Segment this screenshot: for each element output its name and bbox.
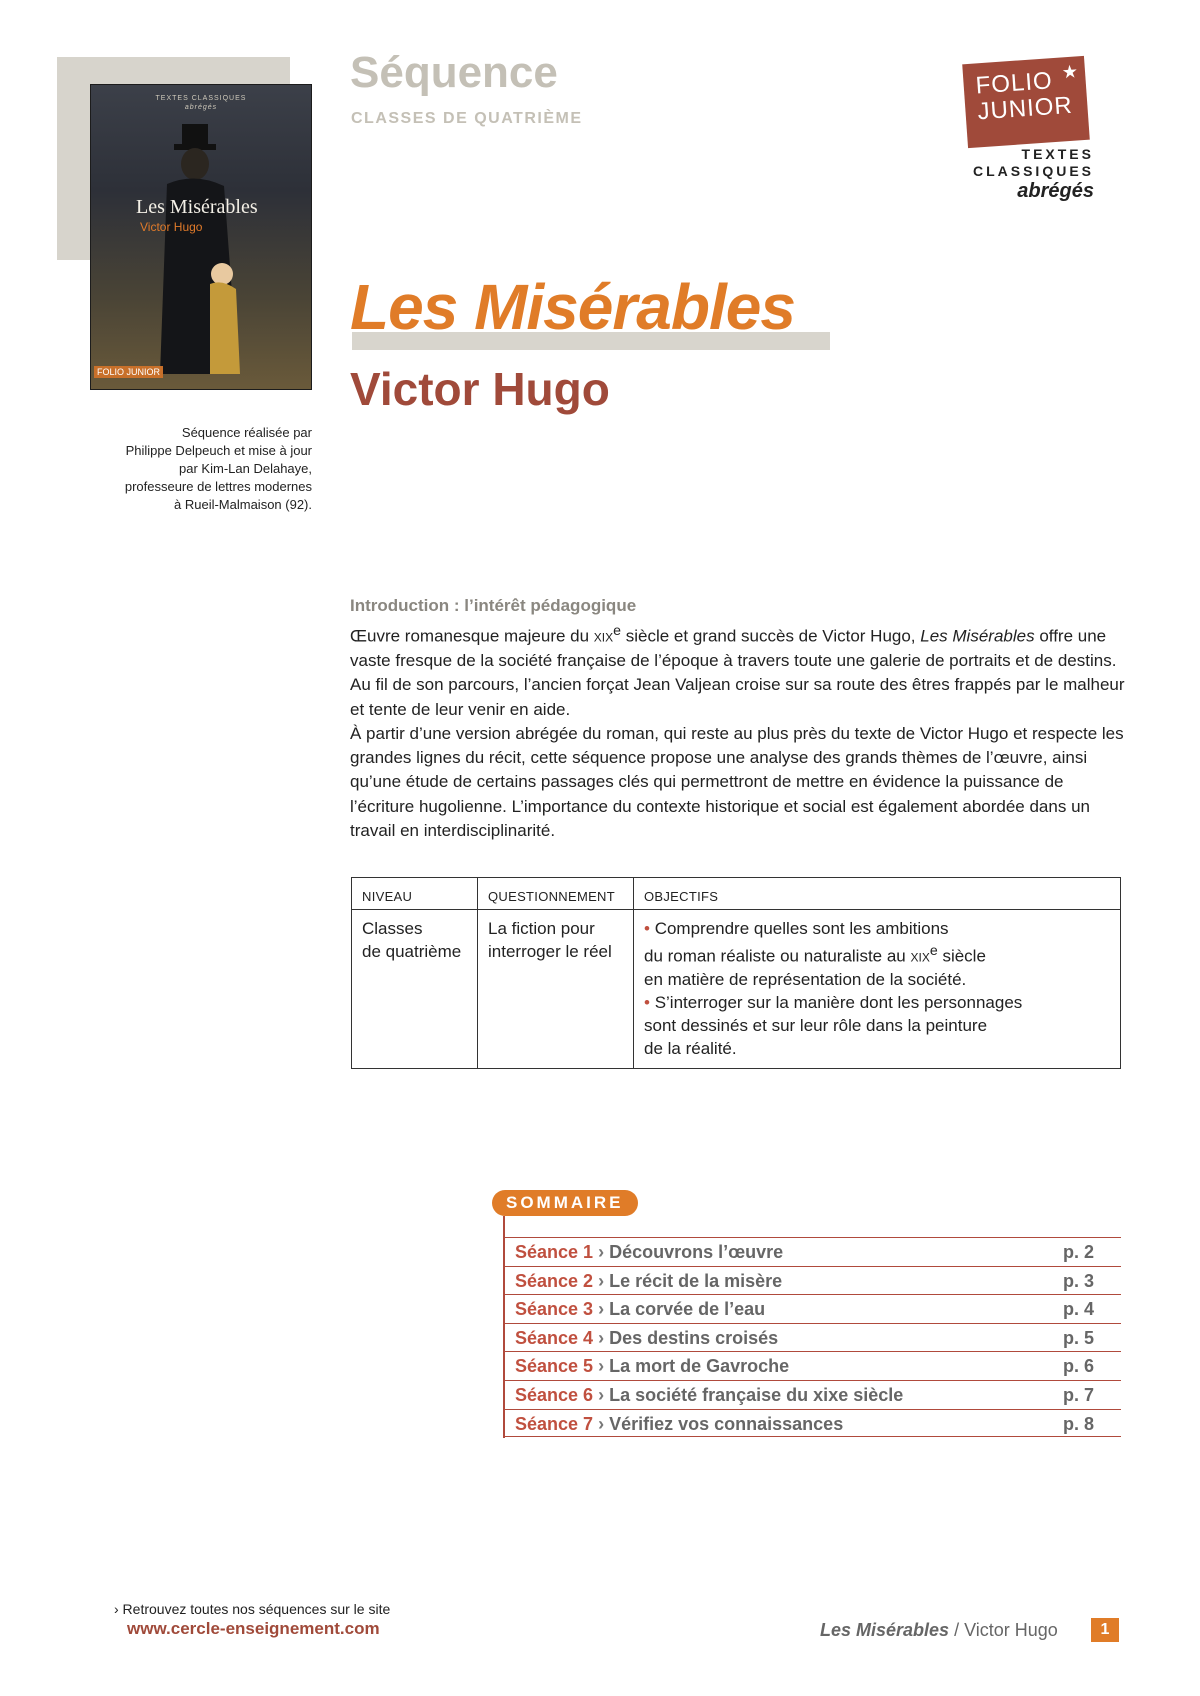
seance-label: La corvée de l’eau [609,1299,766,1320]
cell-line: La fiction pour [488,919,595,938]
chevron-icon: › [598,1299,605,1320]
sommaire-item[interactable] [503,1266,1121,1295]
seance-label: La mort de Gavroche [609,1356,790,1377]
folio-junior-logo [962,56,1090,148]
cover-collection [90,94,312,112]
seance-number: Séance 4 [515,1327,594,1348]
collection-label: abrégés [1017,180,1094,202]
text-run: siècle [937,946,986,966]
footer-author: / Victor Hugo [949,1620,1058,1640]
chevron-icon: › [598,1327,605,1348]
seance-label: Des destins croisés [609,1327,779,1348]
chevron-icon: › [598,1242,605,1262]
cover-collection-line: TEXTES CLASSIQUES [155,95,247,102]
seance-number: Séance 7 [515,1413,594,1434]
page-ref: p. 8 [1063,1413,1095,1434]
page-ref: p. 6 [1063,1356,1095,1377]
century: xix [910,946,930,966]
chevron-icon: › [598,1356,605,1377]
table-header-row [352,878,1121,910]
superscript: e [929,943,938,959]
page-number: 1 [1091,1618,1119,1642]
text-run: siècle et grand succès de Victor Hugo, [621,626,921,646]
cell-line [644,991,1110,1014]
column-header: NIVEAU [352,878,478,910]
collection-label: TEXTES [1021,146,1094,162]
sommaire-item[interactable] [503,1323,1121,1352]
sequence-heading: Séquence [350,48,558,97]
sommaire-item[interactable] [503,1294,1121,1323]
cell-questionnement [478,910,634,1069]
seance-label: Découvrons l’œuvre [609,1242,784,1262]
seance-label: Le récit de la misère [609,1270,783,1291]
footer-running-title [820,1620,1058,1641]
intro-paragraph: À partir d’une version abrégée du roman, qui reste au plus près du texte de Victor Hugo et respecte les grandes lignes du récit, cette séquence propose une analyse des grands thèmes de l’œuvre, ainsi qu’une étude de certains passages clés qui permettront de mettre en évidence la puissance de l’écriture hugolienne. L’importance du contexte historique et social est également abordée dans un travail en interdisciplinarité. [350,723,1124,841]
page-ref: p. 4 [1063,1299,1095,1320]
credits-line: professeure de lettres modernes [124,479,312,494]
cover-collection-line: abrégés [184,104,218,112]
seance-number: Séance 3 [515,1299,594,1320]
seance-number: Séance 6 [515,1384,594,1405]
cover-logo: FOLIO JUNIOR [94,366,163,378]
page-title: Les Misérables [350,271,795,343]
sommaire-item[interactable] [503,1380,1121,1409]
brand-line: JUNIOR [976,91,1074,126]
book-title: Les Misérables [920,626,1035,646]
text-run: du roman réaliste ou naturaliste au [644,946,911,966]
page-author: Victor Hugo [350,363,610,415]
page-ref: p. 7 [1063,1384,1095,1405]
cell-line [644,940,1110,968]
text-run: offre une vaste fresque de la société française de l’époque à travers toute une galerie de portraits et de destins. Au fil de son parcours, l’ancien forçat Jean Valjean croise sur sa route des êtres frappés par le malheur et tente de leur venir en aide. [350,626,1125,719]
footer-note: › Retrouvez toutes nos séquences sur le site [114,1601,391,1617]
intro-paragraph [350,619,1130,722]
sequence-subtitle: CLASSES DE QUATRIÈME [351,110,583,127]
cell-line: de la réalité. [644,1038,737,1058]
sommaire-item[interactable] [503,1237,1121,1266]
seance-number: Séance 2 [515,1270,594,1291]
footer-link[interactable]: www.cercle-enseignement.com [127,1619,380,1638]
text-run: Comprendre quelles sont les ambitions [654,919,949,938]
book-cover-image [90,84,312,390]
sommaire-badge: SOMMAIRE [492,1190,638,1216]
info-table [351,877,1121,1069]
chevron-icon: › [598,1270,605,1291]
cell-line: sont dessinés et sur leur rôle dans la peinture [644,1015,988,1035]
superscript: e [613,623,622,639]
page-ref: p. 5 [1063,1327,1095,1348]
intro-text [350,619,1130,843]
credits-line: à Rueil-Malmaison (92). [174,497,312,512]
column-header: OBJECTIFS [634,878,1121,910]
cover-title: Les Misérables [136,196,258,218]
intro-heading: Introduction : l’intérêt pédagogique [350,596,637,615]
sommaire-item[interactable] [503,1409,1121,1438]
cover-author: Victor Hugo [140,220,203,234]
seance-number: Séance 5 [515,1356,594,1377]
sommaire-item[interactable] [503,1351,1121,1380]
page-ref: p. 3 [1063,1270,1095,1291]
text-run: S’interroger sur la manière dont les personnages [654,992,1023,1012]
star-icon: ★ [1061,61,1080,83]
seance-label: La société française du xixe siècle [609,1384,904,1405]
credits-line: Séquence réalisée par [181,425,312,440]
century: xix [593,626,614,646]
page-ref: p. 2 [1063,1242,1095,1262]
cell-objectifs [634,910,1121,1069]
bullet: • [644,992,650,1012]
collection-label: CLASSIQUES [972,163,1094,179]
cell-line [644,917,1110,940]
column-header: QUESTIONNEMENT [478,878,634,910]
cell-niveau [352,910,478,1069]
sommaire-list [503,1237,1121,1437]
seance-label: Vérifiez vos connaissances [609,1413,844,1434]
cover-illustration [152,124,242,384]
table-row [352,910,1121,1069]
chevron-icon: › [598,1413,605,1434]
credits [92,424,312,514]
cell-line: interroger le réel [488,942,612,961]
credits-line: Philippe Delpeuch et mise à jour [125,443,312,458]
cell-line: de quatrième [362,942,462,961]
seance-number: Séance 1 [515,1242,594,1262]
bullet: • [644,919,650,938]
chevron-icon: › [598,1384,605,1405]
brand-line: FOLIO [974,67,1054,100]
text-run: Œuvre romanesque majeure du [350,626,594,646]
cell-line: Classes [362,919,423,938]
credits-line: par Kim-Lan Delahaye, [179,461,312,476]
cell-line: en matière de représentation de la société. [644,969,967,989]
footer-book-title: Les Misérables [820,1620,950,1640]
